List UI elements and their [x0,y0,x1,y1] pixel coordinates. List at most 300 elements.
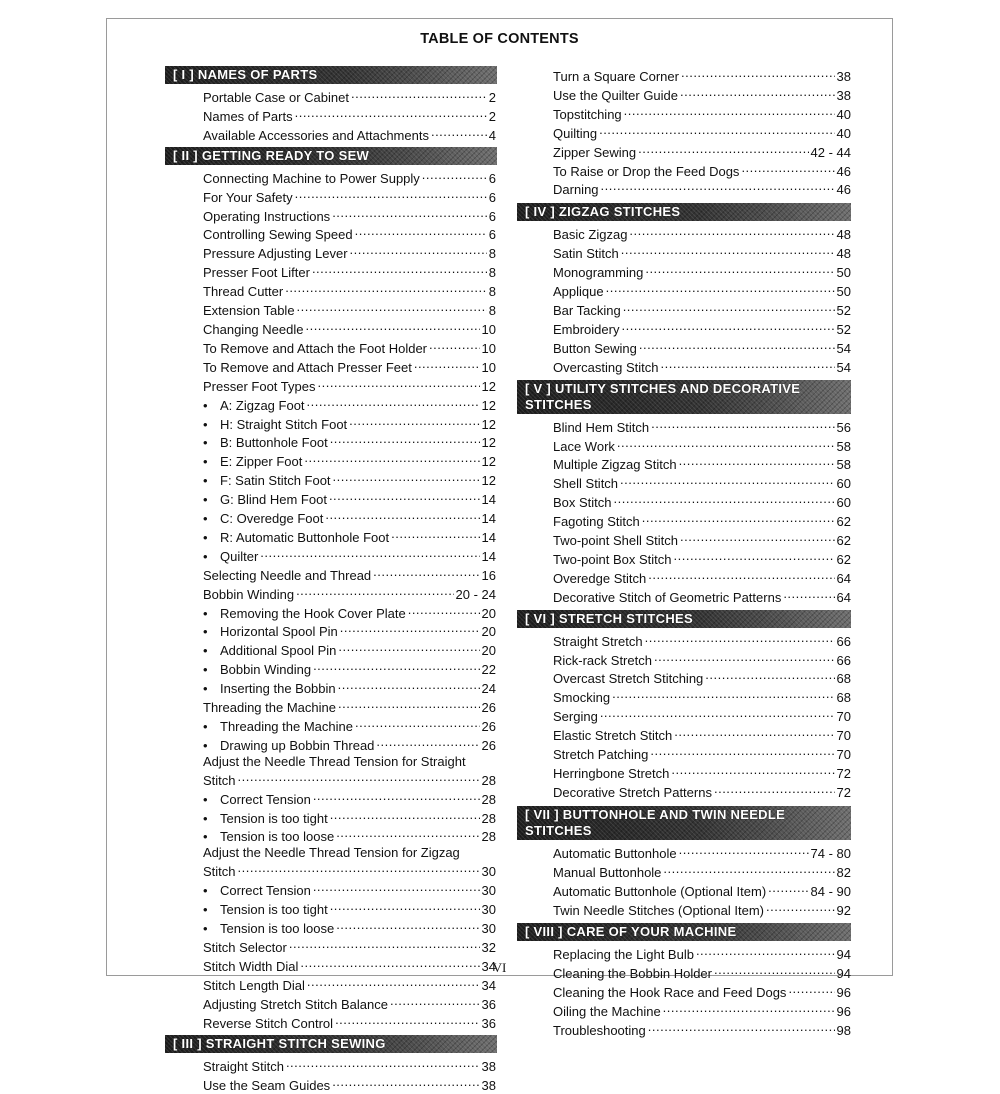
toc-entry-label: Multiple Zigzag Stitch [553,457,677,473]
toc-entry-label: Reverse Stitch Control [203,1015,334,1031]
toc-entry [203,975,496,994]
dot-leader [645,262,834,277]
toc-entry-label: Turn a Square Corner [553,69,679,84]
toc-entry [553,243,851,262]
dot-leader [390,994,480,1009]
toc-entry-list [165,168,497,1032]
toc-entry-label: Available Accessories and Attachments [203,127,429,143]
toc-entry-page: 8 [488,246,496,262]
toc-entry [203,899,496,918]
toc-entry-page: 10 [481,359,496,375]
toc-entry-label: • H: Straight Stitch Foot [203,417,347,433]
dot-leader [329,489,480,504]
toc-entry [203,716,496,735]
toc-entry-page: 70 [836,747,851,763]
toc-entry-page: 92 [836,902,851,918]
toc-entry-label: Stretch Patching [553,747,649,763]
toc-entry-label: Shell Stitch [553,476,619,492]
toc-entry-page: 62 [836,533,851,549]
dot-leader [614,492,835,507]
toc-entry-page: 28 [481,810,496,826]
dot-leader [238,770,480,785]
toc-entry [203,508,496,527]
toc-entry-label: Two-point Box Stitch [553,551,672,567]
section-header: [ V ] UTILITY STITCHES AND DECORATIVE STITCHES [517,380,851,414]
dot-leader [422,168,487,183]
dot-leader [238,861,480,876]
dot-leader [338,640,479,655]
toc-entry-label: To Raise or Drop the Feed Dogs [553,163,740,179]
toc-entry-page: 54 [836,359,851,375]
dot-leader [651,417,834,432]
toc-entry-page: 14 [481,492,496,508]
dot-leader [623,300,835,315]
dot-leader [642,511,835,526]
dot-leader [351,87,487,102]
toc-entry-label: • Removing the Hook Cover Plate [203,606,406,622]
toc-entry [553,782,851,801]
toc-entry-label: Decorative Stretch Patterns [553,784,712,800]
toc-entry-label: Quilting [553,125,598,141]
toc-entry-label: To Remove and Attach the Foot Holder [203,340,428,356]
toc-entry-list [517,417,851,606]
toc-entry-list [517,224,851,375]
dot-leader [599,123,834,138]
toc-entry-label: • C: Overedge Foot [203,511,323,527]
dot-leader [376,735,479,750]
toc-entry [553,843,851,862]
toc-section [165,66,497,144]
dot-leader [338,697,480,712]
toc-entry-page: 38 [481,1059,496,1075]
toc-entry-page: 64 [836,570,851,586]
toc-entry [203,395,496,414]
toc-entry [553,454,851,473]
document-page [106,18,893,1094]
dot-leader [431,125,487,140]
toc-entry [203,357,496,376]
toc-entry [553,900,851,919]
toc-section [517,380,851,606]
toc-entry [203,376,496,395]
toc-entry-page: 74 - 80 [810,845,851,861]
toc-entry-label: • Correct Tension [203,883,311,899]
toc-entry [553,881,851,900]
toc-entry-label: • Bobbin Winding [203,662,311,678]
toc-entry [553,568,851,587]
dot-leader [696,944,835,959]
toc-entry-page: 36 [481,996,496,1012]
dot-leader [289,937,480,952]
toc-entry [553,744,851,763]
toc-entry-page: 12 [481,473,496,489]
dot-leader [671,763,834,778]
section-header: [ I ] NAMES OF PARTS [165,66,497,84]
dot-leader [408,603,480,618]
dot-leader [332,1075,479,1090]
toc-entry-label: Overcasting Stitch [553,359,659,375]
toc-entry-label: Twin Needle Stitches (Optional Item) [553,902,764,918]
toc-entry-label: Oiling the Machine [553,1004,661,1020]
toc-entry-label: Decorative Stitch of Geometric Patterns [553,589,782,605]
toc-entry-page: 12 [481,435,496,451]
dot-leader [313,789,480,804]
toc-entry-label: Two-point Shell Stitch [553,533,679,549]
toc-entry [203,565,496,584]
toc-entry [203,697,496,716]
toc-entry-page: 30 [481,902,496,918]
dot-leader [639,338,835,353]
dot-leader [661,357,835,372]
toc-entry [203,789,496,808]
dot-leader [621,319,834,334]
toc-entry [203,603,496,622]
toc-entry-label: Selecting Needle and Thread [203,567,372,583]
toc-entry-page: 12 [481,378,496,394]
toc-entry [203,826,496,845]
toc-entry-page: 6 [488,208,496,224]
toc-entry-page: 34 [481,958,496,974]
toc-column-left [165,66,497,1094]
dot-leader [391,527,479,542]
toc-entry-label: Satin Stitch [553,246,619,262]
toc-entry-page: 70 [836,728,851,744]
toc-entry-label: Adjust the Needle Thread Tension for Straight [203,753,466,769]
toc-entry-label: Cleaning the Hook Race and Feed Dogs [553,985,787,1001]
toc-entry-page: 28 [481,829,496,845]
toc-entry [553,650,851,669]
toc-entry-page: 48 [836,227,851,243]
toc-entry-page: 52 [836,321,851,337]
toc-entry-label: Connecting Machine to Power Supply [203,170,420,186]
dot-leader [663,862,834,877]
toc-entry-label: For Your Safety [203,189,293,205]
toc-entry-label: Adjust the Needle Thread Tension for Zigzag [203,845,460,861]
toc-entry-page: 38 [836,69,851,84]
toc-entry-page: 42 - 44 [810,144,851,160]
toc-entry-page: 28 [481,791,496,807]
toc-entry-label: • A: Zigzag Foot [203,398,305,414]
toc-entry-page: 6 [488,227,496,243]
toc-entry [553,982,851,1001]
toc-entry-page: 46 [836,182,851,198]
toc-entry-label: Use the Quilter Guide [553,87,679,103]
toc-column-right [517,66,851,1039]
toc-entry [203,319,496,338]
dot-leader [612,687,834,702]
toc-entry-label: Replacing the Light Bulb [553,947,694,963]
toc-entry [203,845,496,861]
toc-entry-label: • Additional Spool Pin [203,643,336,659]
toc-entry-label: Thread Cutter [203,284,284,300]
toc-entry-page: 4 [488,127,496,143]
dot-leader [295,106,487,121]
toc-entry [203,451,496,470]
toc-entry [553,549,851,568]
dot-leader [330,432,480,447]
dot-leader [330,899,480,914]
toc-entry-page: 28 [481,772,496,788]
dot-leader [654,650,835,665]
toc-entry-label: Overcast Stretch Stitching [553,671,704,687]
toc-entry-page: 72 [836,766,851,781]
toc-entry-label: Elastic Stretch Stitch [553,728,673,744]
toc-entry-page: 96 [836,985,851,1001]
toc-entry-page: 14 [481,529,496,545]
toc-entry-label: Button Sewing [553,340,637,356]
dot-leader [414,357,480,372]
toc-entry-label: Serging [553,709,598,725]
toc-entry [553,357,851,376]
toc-entry-page: 26 [481,719,496,734]
toc-entry-page: 12 [481,416,496,432]
toc-entry [203,243,496,262]
toc-entry [203,621,496,640]
section-header: [ VII ] BUTTONHOLE AND TWIN NEEDLE STITCHES [517,806,851,840]
toc-entry-page: 34 [481,977,496,993]
page-number: VI [492,960,507,975]
toc-entry [203,338,496,357]
toc-entry-label: Herringbone Stretch [553,766,670,781]
toc-entry [203,224,496,243]
section-header: [ VI ] STRETCH STITCHES [517,610,851,628]
toc-entry-label: Use the Seam Guides [203,1078,331,1094]
toc-entry-label: Bobbin Winding [203,586,295,602]
dot-leader [621,243,835,258]
toc-entry-page: 14 [481,548,496,564]
dot-leader [674,549,835,564]
toc-entry [553,668,851,687]
dot-leader [650,744,834,759]
dot-leader [325,508,479,523]
toc-entry [203,414,496,433]
section-header: [ VIII ] CARE OF YOUR MACHINE [517,923,851,941]
toc-entry-label: Manual Buttonhole [553,864,662,880]
toc-entry [203,640,496,659]
toc-entry-label: • Tension is too tight [203,811,328,827]
toc-entry-label: Threading the Machine [203,700,336,716]
dot-leader [297,300,487,315]
toc-entry [203,994,496,1013]
toc-entry [553,473,851,492]
toc-entry-page: 54 [836,340,851,356]
toc-entry-page: 26 [481,700,496,716]
toc-entry [203,187,496,206]
toc-entry-page: 32 [481,939,496,955]
toc-entry-page: 22 [481,662,496,678]
toc-entry-label: Names of Parts [203,108,293,124]
toc-entry-page: 84 - 90 [810,883,851,899]
toc-entry [203,87,496,106]
page-title: TABLE OF CONTENTS [420,31,579,47]
toc-entry [553,104,851,123]
toc-entry [553,224,851,243]
toc-entry [203,206,496,225]
toc-section [165,147,497,1032]
dot-leader [330,808,480,823]
toc-entry [553,530,851,549]
toc-entry-label: • Horizontal Spool Pin [203,624,338,640]
toc-entry-label: • Tension is too loose [203,829,334,845]
toc-entry-label: • Drawing up Bobbin Thread [203,738,374,754]
dot-leader [741,161,834,176]
dot-leader [312,262,487,277]
toc-section [517,66,851,198]
toc-entry-page: 94 [836,947,851,963]
toc-entry-page: 20 [481,605,496,621]
dot-leader [295,187,487,202]
toc-entry-page: 58 [836,438,851,454]
dot-leader [304,451,479,466]
toc-entry-page: 66 [836,652,851,668]
dot-leader [679,454,835,469]
toc-entry [203,432,496,451]
dot-leader [335,1013,479,1028]
toc-entry [553,725,851,744]
toc-entry [553,631,851,650]
toc-entry-page: 66 [836,633,851,649]
toc-section [517,610,851,801]
toc-entry-page: 24 [481,681,496,697]
dot-leader [260,546,479,561]
toc-entry [553,511,851,530]
dot-leader [296,584,453,599]
toc-entry [553,161,851,180]
toc-section [517,923,851,1039]
toc-entry-label: Adjusting Stretch Stitch Balance [203,996,388,1012]
toc-entry-page: 38 [836,87,851,103]
dot-leader [645,631,835,646]
toc-entry [203,659,496,678]
toc-entry-page: 98 [836,1023,851,1039]
dot-leader [624,104,835,119]
dot-leader [373,565,479,580]
toc-entry-label: Presser Foot Lifter [203,265,310,281]
dot-leader [338,678,480,693]
toc-entry [203,754,496,770]
toc-entry [553,300,851,319]
toc-entry-label: Smocking [553,690,611,706]
toc-entry [553,338,851,357]
toc-entry-page: 10 [481,321,496,337]
toc-entry-label: • B: Buttonhole Foot [203,435,328,451]
dot-leader [617,436,835,451]
toc-entry-label: • Tension is too loose [203,921,334,937]
toc-entry [553,706,851,725]
dot-leader [313,880,480,895]
toc-entry [203,262,496,281]
toc-entry [203,937,496,956]
dot-leader [355,224,487,239]
toc-entry-page: 96 [836,1004,851,1020]
toc-section [517,806,851,919]
toc-entry [553,436,851,455]
toc-entry-label: • F: Satin Stitch Foot [203,473,331,489]
toc-entry-page: 52 [836,302,851,318]
dot-leader [336,826,479,841]
toc-entry-label: Overedge Stitch [553,570,647,586]
toc-entry-label: Rick-rack Stretch [553,652,652,668]
toc-entry-label: To Remove and Attach Presser Feet [203,359,412,375]
toc-entry-page: 8 [488,265,496,281]
toc-entry-label: • Tension is too tight [203,902,328,918]
toc-entry-label: Topstitching [553,106,622,122]
toc-entry-label: Stitch Length Dial [203,977,305,993]
toc-section [165,1035,497,1094]
dot-leader [285,281,487,296]
toc-entry-page: 38 [481,1078,496,1094]
dot-leader [333,470,480,485]
toc-entry-label: Operating Instructions [203,208,331,224]
toc-entry-page: 20 [481,643,496,659]
dot-leader [714,782,835,797]
toc-entry-label: Embroidery [553,321,620,337]
toc-entry [553,492,851,511]
toc-entry-page: 50 [836,284,851,300]
dot-leader [620,473,834,488]
toc-entry-label: • G: Blind Hem Foot [203,492,327,508]
toc-entry-page: 2 [488,108,496,124]
dot-leader [286,1056,480,1071]
toc-entry-label: Box Stitch [553,495,612,511]
dot-leader [629,224,834,239]
toc-entry [553,66,851,85]
toc-entry-label: Straight Stretch [553,633,643,649]
dot-leader [680,85,835,100]
toc-entry-page: 68 [836,690,851,706]
toc-entry-label: • Threading the Machine [203,719,353,735]
toc-entry-label: Troubleshooting [553,1023,646,1039]
toc-entry-label: Applique [553,284,604,300]
toc-entry [553,262,851,281]
toc-entry [203,861,496,880]
toc-entry-page: 6 [488,189,496,205]
toc-entry [553,763,851,782]
toc-entry-page: 20 [481,624,496,640]
dot-leader [783,587,834,602]
dot-leader [705,668,834,683]
toc-entry-page: 30 [481,883,496,899]
toc-entry-list [517,66,851,198]
toc-entry [553,85,851,104]
toc-entry [553,687,851,706]
toc-entry [553,179,851,198]
toc-entry [203,1056,496,1075]
toc-entry [203,678,496,697]
toc-entry [203,808,496,827]
toc-entry [203,470,496,489]
toc-entry-label: Monogramming [553,265,644,281]
dot-leader [679,843,809,858]
toc-entry-page: 94 [836,966,851,982]
toc-entry [203,527,496,546]
toc-entry [553,1001,851,1020]
toc-entry-label: Fagoting Stitch [553,514,640,530]
dot-leader [601,179,835,194]
toc-entry [203,918,496,937]
toc-entry-label: Darning [553,182,599,198]
section-header: [ IV ] ZIGZAG STITCHES [517,203,851,221]
dot-leader [317,376,479,391]
toc-entry [203,584,496,603]
toc-entry-label: Blind Hem Stitch [553,419,650,435]
toc-entry [203,770,496,789]
dot-leader [648,568,834,583]
toc-entry-page: 58 [836,457,851,473]
dot-leader [681,66,835,81]
toc-entry-label: Cleaning the Bobbin Holder [553,966,712,982]
toc-entry [203,300,496,319]
